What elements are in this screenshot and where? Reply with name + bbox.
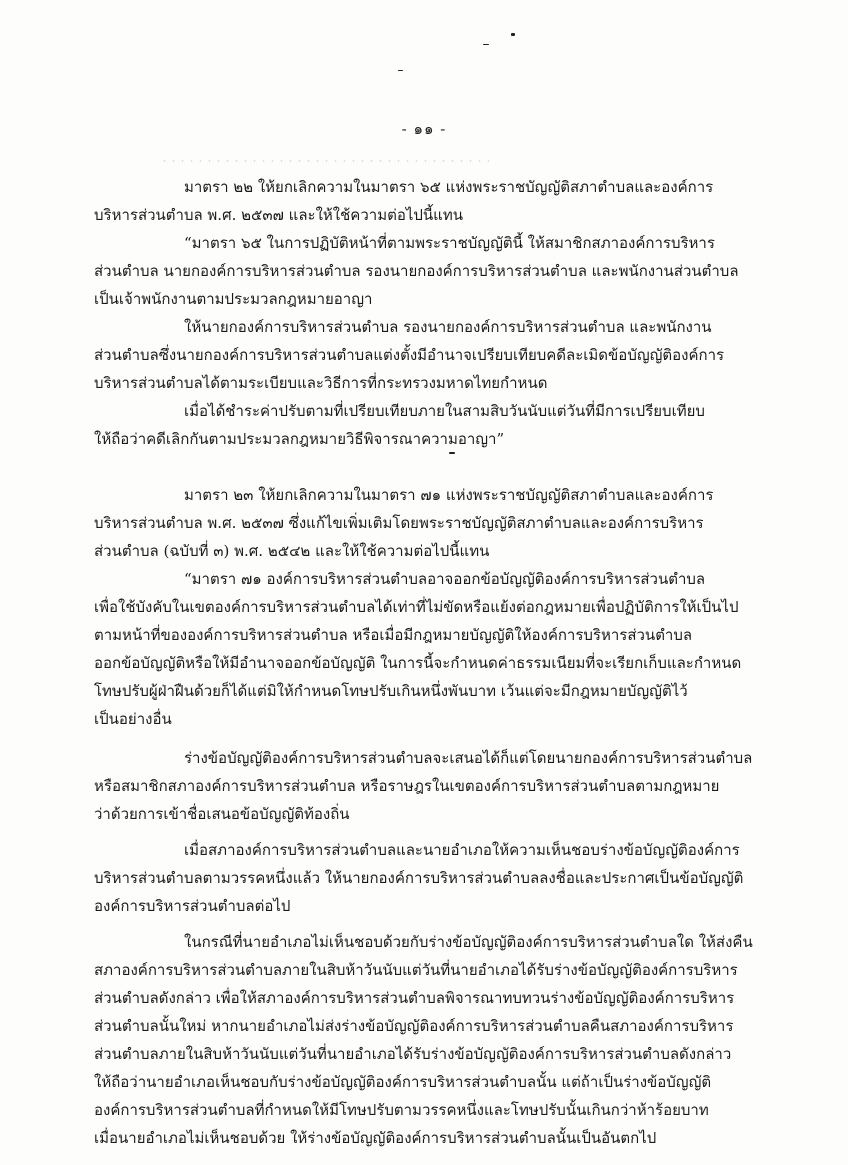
document-line: โทษปรับผู้ฝ่าฝืนด้วยก็ได้แต่มิให้กำหนดโทษปรับเกินหนึ่งพันบาท เว้นแต่จะมีกฎหมายบัญญัติไว้ [94, 682, 688, 700]
document-line: ออกข้อบัญญัติหรือให้มีอำนาจออกข้อบัญญัติ ในการนี้จะกำหนดค่าธรรมเนียมที่จะเรียกเก็บและกำหนด [94, 654, 742, 672]
document-line: องค์การบริหารส่วนตำบลที่กำหนดให้มีโทษปรับตามวรรคหนึ่งและโทษปรับนั้นเกินกว่าห้าร้อยบาท [94, 1101, 709, 1119]
scan-noise [160, 158, 490, 166]
document-line: มาตรา ๒๒ ให้ยกเลิกความในมาตรา ๖๕ แห่งพระราชบัญญัติสภาตำบลและองค์การ [184, 178, 714, 196]
scan-speck [398, 70, 403, 71]
document-line: ส่วนตำบลซึ่งนายกองค์การบริหารส่วนตำบลแต่งตั้งมีอำนาจเปรียบเทียบคดีละเมิดข้อบัญญัติองค์การ [94, 346, 725, 364]
document-line: ร่างข้อบัญญัติองค์การบริหารส่วนตำบลจะเสนอได้ก็แต่โดยนายกองค์การบริหารส่วนตำบล [184, 749, 753, 767]
scan-speck [511, 33, 515, 36]
document-line: ตามหน้าที่ขององค์การบริหารส่วนตำบล หรือเมื่อมีกฎหมายบัญญัติให้องค์การบริหารส่วนตำบล [94, 626, 693, 644]
document-line: เป็นอย่างอื่น [94, 710, 172, 728]
document-line: ให้นายกองค์การบริหารส่วนตำบล รองนายกองค์การบริหารส่วนตำบล และพนักงาน [184, 318, 712, 336]
document-line: “มาตรา ๗๑ องค์การบริหารส่วนตำบลอาจออกข้อบัญญัติองค์การบริหารส่วนตำบล [184, 570, 706, 588]
document-line: เป็นเจ้าพนักงานตามประมวลกฎหมายอาญา [94, 290, 373, 308]
document-line: ให้ถือว่านายอำเภอเห็นชอบกับร่างข้อบัญญัติองค์การบริหารส่วนตำบลนั้น แต่ถ้าเป็นร่างข้อบัญญัติ [94, 1073, 712, 1091]
document-line: สภาองค์การบริหารส่วนตำบลภายในสิบห้าวันนับแต่วันที่นายอำเภอได้รับร่างข้อบัญญัติองค์การบริหาร [94, 961, 738, 979]
document-line: บริหารส่วนตำบล พ.ศ. ๒๕๓๗ และให้ใช้ความต่อไปนี้แทน [94, 206, 463, 224]
document-line: ให้ถือว่าคดีเลิกกันตามประมวลกฎหมายวิธีพิจารณาความอาญา” [94, 430, 505, 448]
document-line: องค์การบริหารส่วนตำบลต่อไป [94, 897, 291, 915]
document-line: ส่วนตำบลภายในสิบห้าวันนับแต่วันที่นายอำเภอได้รับร่างข้อบัญญัติองค์การบริหารส่วนตำบลดังกล่าว [94, 1045, 732, 1063]
document-line: บริหารส่วนตำบล พ.ศ. ๒๕๓๗ ซึ่งแก้ไขเพิ่มเติมโดยพระราชบัญญัติสภาตำบลและองค์การบริหาร [94, 514, 704, 532]
document-line: เมื่อได้ชำระค่าปรับตามที่เปรียบเทียบภายในสามสิบวันนับแต่วันที่มีการเปรียบเทียบ [184, 402, 705, 420]
document-line: ส่วนตำบลนั้นใหม่ หากนายอำเภอไม่ส่งร่างข้อบัญญัติองค์การบริหารส่วนตำบลคืนสภาองค์การบริหาร [94, 1017, 734, 1035]
document-line: บริหารส่วนตำบลตามวรรคหนึ่งแล้ว ให้นายกองค์การบริหารส่วนตำบลลงชื่อและประกาศเป็นข้อบัญญัติ [94, 869, 744, 887]
page-number: - ๑๑ - [401, 120, 447, 138]
document-line: บริหารส่วนตำบลได้ตามระเบียบและวิธีการที่กระทรวงมหาดไทยกำหนด [94, 374, 548, 392]
document-line: เมื่อสภาองค์การบริหารส่วนตำบลและนายอำเภอให้ความเห็นชอบร่างข้อบัญญัติองค์การ [184, 841, 740, 859]
document-line: ว่าด้วยการเข้าชื่อเสนอข้อบัญญัติท้องถิ่น [94, 805, 350, 823]
document-line: เพื่อใช้บังคับในเขตองค์การบริหารส่วนตำบลได้เท่าที่ไม่ขัดหรือแย้งต่อกฎหมายเพื่อปฏิบัติการให้เป็นไป [94, 598, 739, 616]
document-line: ส่วนตำบล นายกองค์การบริหารส่วนตำบล รองนายกองค์การบริหารส่วนตำบล และพนักงานส่วนตำบล [94, 262, 739, 280]
document-line: “มาตรา ๖๕ ในการปฏิบัติหน้าที่ตามพระราชบัญญัตินี้ ให้สมาชิกสภาองค์การบริหาร [184, 234, 715, 252]
scan-speck [483, 44, 489, 45]
document-line: ส่วนตำบลดังกล่าว เพื่อให้สภาองค์การบริหารส่วนตำบลพิจารณาทบทวนร่างข้อบัญญัติองค์การบริหาร [94, 989, 735, 1007]
document-line: ส่วนตำบล (ฉบับที่ ๓) พ.ศ. ๒๕๔๒ และให้ใช้ความต่อไปนี้แทน [94, 542, 490, 560]
document-line: หรือสมาชิกสภาองค์การบริหารส่วนตำบล หรือราษฎรในเขตองค์การบริหารส่วนตำบลตามกฎหมาย [94, 777, 720, 795]
document-line: ในกรณีที่นายอำเภอไม่เห็นชอบด้วยกับร่างข้อบัญญัติองค์การบริหารส่วนตำบลใด ให้ส่งคืน [184, 933, 753, 951]
document-line: เมื่อนายอำเภอไม่เห็นชอบด้วย ให้ร่างข้อบัญญัติองค์การบริหารส่วนตำบลนั้นเป็นอันตกไป [94, 1129, 657, 1147]
document-line: มาตรา ๒๓ ให้ยกเลิกความในมาตรา ๗๑ แห่งพระราชบัญญัติสภาตำบลและองค์การ [184, 486, 714, 504]
